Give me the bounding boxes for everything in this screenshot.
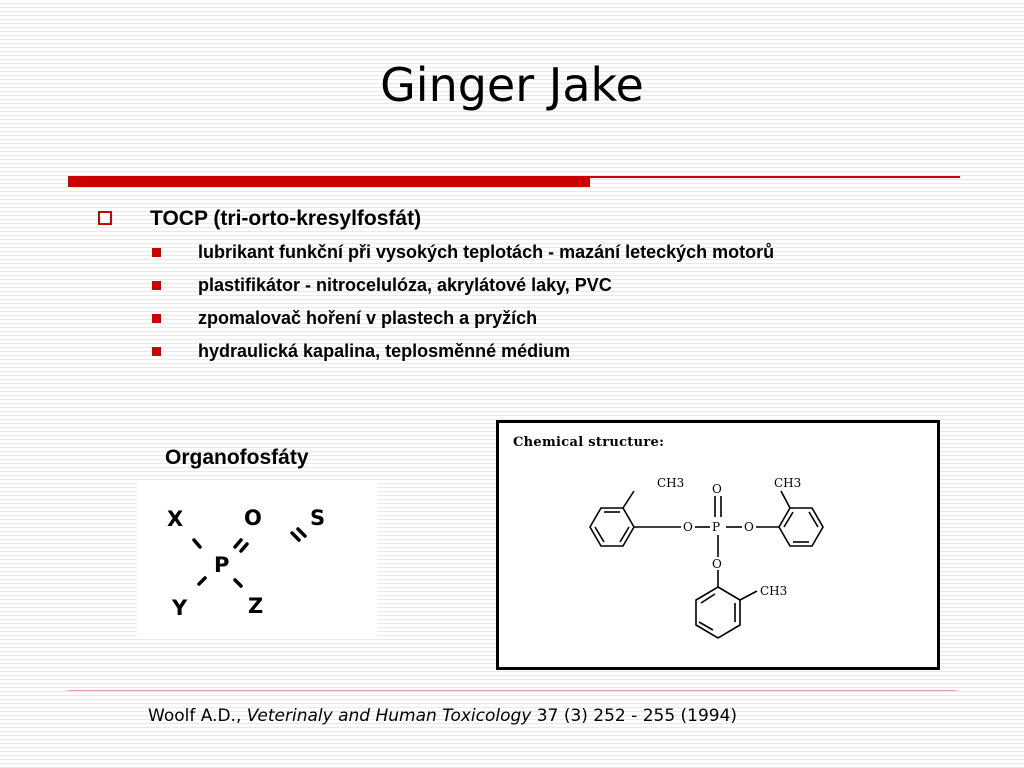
bottom-divider — [68, 690, 956, 691]
chemical-structure-panel — [496, 420, 940, 670]
title-divider-thin — [590, 176, 960, 178]
bond-ch3-right — [781, 491, 790, 508]
oxygen-bottom: O — [712, 557, 722, 571]
benzene-ring-left — [590, 508, 634, 546]
atom-x: X — [167, 507, 184, 531]
atom-p: P — [214, 553, 230, 577]
bond-p-x — [194, 540, 200, 547]
oxygen-right: O — [744, 520, 754, 534]
title-divider-thick — [68, 176, 590, 187]
organophosphate-structure — [137, 480, 377, 636]
methyl-label-right: CH3 — [774, 476, 802, 490]
sub-bullet-text: lubrikant funkční při vysokých teplotách - mazání leteckých motorů — [198, 242, 775, 262]
bond-ch3-left — [623, 491, 634, 508]
oxygen-top: O — [712, 482, 722, 496]
main-bullet-text: TOCP (tri-orto-kresylfosfát) — [150, 207, 422, 230]
citation-journal: Veterinaly and Human Toxicology — [246, 706, 532, 726]
atom-s: S — [310, 506, 326, 530]
organophosphate-label: Organofosfáty — [165, 446, 309, 469]
methyl-label-left: CH3 — [657, 476, 685, 490]
citation — [148, 706, 737, 726]
bond-s-1 — [292, 533, 299, 540]
oxygen-left: O — [683, 520, 693, 534]
filled-square-bullet-icon — [152, 281, 161, 290]
methyl-label-bottom: CH3 — [760, 584, 788, 598]
atom-y: Y — [172, 596, 188, 620]
sub-bullet-text: zpomalovač hoření v plastech a pryžích — [198, 308, 538, 328]
chemical-structure-label: Chemical structure: — [513, 435, 665, 450]
bond-ch3-bottom — [740, 591, 757, 600]
atom-z: Z — [248, 594, 264, 618]
filled-square-bullet-icon — [152, 314, 161, 323]
filled-square-bullet-icon — [152, 347, 161, 356]
hollow-square-bullet-icon — [98, 211, 112, 225]
sub-bullet-text: plastifikátor - nitrocelulóza, akrylátové laky, PVC — [198, 275, 612, 295]
citation-author: Woolf A.D., — [148, 706, 247, 726]
bond-p-y — [199, 578, 205, 584]
filled-square-bullet-icon — [152, 248, 161, 257]
organophosphate-diagram — [137, 480, 377, 636]
sub-bullet-text: hydraulická kapalina, teplosměnné médium — [198, 341, 571, 361]
benzene-ring-right — [779, 508, 823, 546]
bond-p-z — [235, 580, 241, 586]
benzene-ring-bottom — [696, 587, 740, 638]
bond-p-o-2 — [241, 544, 247, 551]
bond-s-2 — [298, 529, 305, 536]
citation-details: 37 (3) 252 - 255 (1994) — [531, 706, 738, 726]
tocp-structure-diagram — [499, 423, 937, 667]
bond-p-o-1 — [235, 540, 241, 547]
slide-title: Ginger Jake — [380, 58, 644, 112]
atom-o: O — [244, 506, 262, 530]
phosphorus-center: P — [712, 520, 721, 534]
